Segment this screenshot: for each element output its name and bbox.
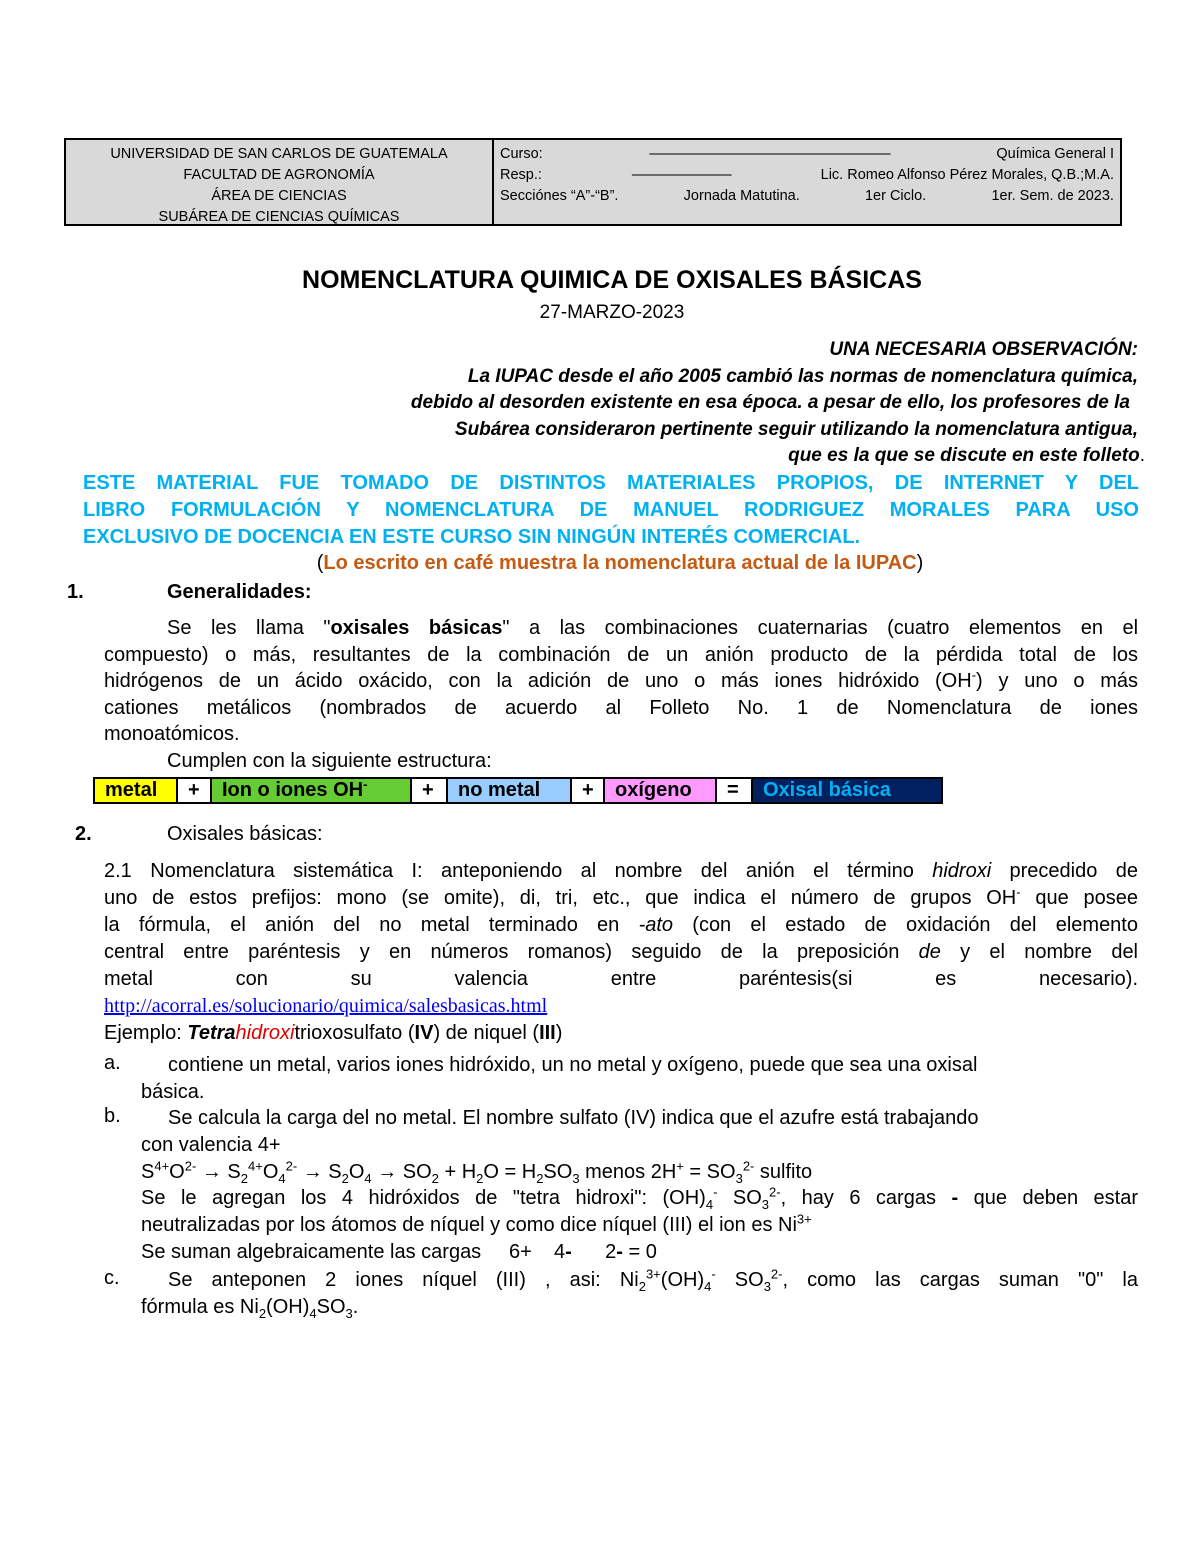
source-link[interactable]: http://acorral.es/solucionario/quimica/salesbasicas.html — [104, 995, 548, 1017]
para-line — [104, 858, 1138, 885]
item-b-letter: b. — [104, 1105, 121, 1127]
course-value: Química General I — [996, 146, 1114, 162]
structure-cell-result — [753, 779, 941, 802]
text-run: = 0 — [622, 1240, 657, 1263]
structure-cell-plus — [572, 779, 605, 802]
cell-label: metal — [105, 779, 158, 801]
para-line — [104, 615, 1138, 642]
bold-numeral: IV — [414, 1022, 434, 1044]
section-2-number: 2. — [75, 823, 92, 845]
section-2-title: Oxisales básicas: — [167, 823, 323, 845]
header-box — [64, 138, 1122, 226]
item-line: Se le agregan los 4 hidróxidos de "tetra hidroxi": $(OH)_4^-$ $SO_3^{2-}$, hay 6 cargas - que deben estar — [141, 1184, 1139, 1213]
semester-value: 1er. Sem. de 2023. — [991, 188, 1114, 204]
text-run: trioxosulfato ( — [294, 1022, 415, 1044]
superscript: 3+ — [796, 1211, 812, 1227]
para-line — [104, 912, 1138, 939]
section-1-number: 1. — [67, 581, 84, 603]
paren-open: ( — [316, 552, 324, 574]
resp-value: Lic. Romeo Alfonso Pérez Morales, Q.B.;M.A. — [820, 167, 1114, 183]
text-run: y el nombre del — [940, 941, 1139, 963]
subarea-name: SUBÁREA DE CIENCIAS QUÍMICAS — [158, 209, 400, 225]
cell-label: oxígeno — [615, 779, 692, 801]
text-run: 2.1 Nomenclatura sistemática I: anteponiendo al nombre del anión el término — [104, 860, 933, 882]
text-run: precedido de — [991, 860, 1139, 882]
bold-prefix: Tetra — [187, 1022, 236, 1044]
item-line — [141, 1212, 1138, 1239]
text-run: , como las cargas suman "0" la — [782, 1269, 1139, 1291]
text-run: (con el estado de oxidación del elemento — [673, 914, 1138, 936]
text-run: uno de estos prefijos: mono (se omite), di, tri, etc., que indica el número de grupos OH — [104, 887, 1017, 909]
text-run: Ejemplo: — [104, 1022, 188, 1044]
bold-numeral: III — [539, 1022, 556, 1044]
item-a-letter: a. — [104, 1052, 121, 1074]
italic-term: hidroxi — [932, 860, 992, 882]
superscript: - — [1016, 884, 1021, 900]
resp-row — [500, 165, 1114, 186]
text-run: Se suman algebraicamente las cargas 6+ 4 — [141, 1240, 566, 1263]
bold-sign: - — [565, 1240, 572, 1263]
italic-term: de — [918, 941, 941, 963]
item-line: fórmula es $Ni_2(OH)_4SO_3$. — [141, 1295, 359, 1321]
example-line — [104, 1020, 1138, 1047]
observation-heading: UNA NECESARIA OBSERVACIÓN: — [829, 339, 1138, 360]
para-line — [104, 939, 1138, 966]
bold-sign: - — [951, 1187, 959, 1210]
bold-sign: - — [616, 1240, 623, 1263]
text-run: " a las combinaciones cuaternarias (cuatro elementos en el — [502, 617, 1139, 639]
paren-close: ) — [916, 552, 924, 574]
text-run: (OH) — [266, 1295, 310, 1318]
text-run: neutralizadas por los átomos de níquel y como dice níquel (III) el ion es Ni — [141, 1214, 797, 1237]
text-run: Se les llama " — [167, 617, 331, 639]
course-label: Curso: — [500, 146, 543, 162]
cycle-value: 1er Ciclo. — [864, 188, 927, 204]
text-run: , hay 6 cargas — [780, 1187, 952, 1210]
text-run: hidrógenos de un ácido oxácido, con la adición de uno o más iones hidróxido (OH — [104, 670, 972, 692]
page-title: NOMENCLATURA QUIMICA DE OXISALES BÁSICAS — [302, 266, 922, 294]
structure-cell-plus — [178, 779, 212, 802]
text-run: SO — [316, 1295, 346, 1318]
italic-term: -ato — [638, 914, 674, 936]
text-run: Se le agregan los 4 hidróxidos de "tetra hidroxi": (OH) — [141, 1187, 706, 1210]
sections-row — [500, 186, 1114, 207]
resp-dashes: –––––––––––––– — [631, 167, 731, 183]
text-run: . — [352, 1295, 359, 1318]
item-b — [141, 1105, 1138, 1266]
para-line: cationes metálicos (nombrados de acuerdo al Folleto No. 1 de Nomenclatura de iones — [104, 696, 1138, 719]
item-line: Se anteponen 2 iones níquel (III) , asi: $Ni_2^{3+}(OH)_4^-$ $SO_3^{2-}$, como las cargas suman "0" la — [168, 1266, 1139, 1294]
cell-label: + — [188, 779, 200, 801]
document-date: 27-MARZO-2023 — [539, 302, 685, 323]
para-line: metal con su valencia entre paréntesis(si es necesario). — [104, 968, 1138, 990]
para-line — [104, 885, 1138, 912]
university-name: UNIVERSIDAD DE SAN CARLOS DE GUATEMALA — [110, 146, 448, 162]
area-name: ÁREA DE CIENCIAS — [211, 188, 347, 204]
iupac-note — [0, 552, 1200, 575]
para-line — [104, 993, 1138, 1020]
text-run: ) — [555, 1022, 563, 1044]
para-line — [104, 668, 1138, 695]
observation-line: Subárea consideraron pertinente seguir utilizando la nomenclatura antigua, — [454, 418, 1138, 440]
header-course-info — [494, 140, 1120, 224]
red-prefix: hidroxi — [235, 1022, 295, 1044]
item-line: Se calcula la carga del no metal. El nombre sulfato (IV) indica que el azufre está trabajando — [168, 1107, 979, 1129]
observation-text: que es la que se discute en este folleto — [788, 445, 1140, 466]
section-1-paragraph — [104, 615, 1138, 774]
para-line: Cumplen con la siguiente estructura: — [167, 749, 492, 772]
notice-line: ESTE MATERIAL FUE TOMADO DE DISTINTOS MATERIALES PROPIOS, DE INTERNET Y DEL — [83, 472, 1139, 494]
course-dashes: –––––––––––––––––––––––––––––––––– — [649, 146, 890, 162]
observation-line: debido al desorden existente en esa época. a pesar de ello, los profesores de la — [410, 392, 1130, 413]
item-c-letter: c. — [104, 1267, 120, 1289]
text-run: central entre paréntesis y en números romanos) seguido de la preposición — [104, 941, 919, 963]
shift-value: Jornada Matutina. — [683, 188, 800, 204]
section-2-paragraph — [104, 858, 1138, 1047]
structure-cell-nonmetal — [448, 779, 572, 802]
text-run: fórmula es Ni — [141, 1295, 259, 1318]
para-line: compuesto) o más, resultantes de la combinación de un anión producto de la pérdida total de los — [104, 643, 1138, 666]
structure-cell-oxygen — [605, 779, 717, 802]
resp-label: Resp.: — [500, 167, 542, 183]
section-1-title: Generalidades: — [167, 581, 312, 603]
header-institution — [66, 140, 494, 224]
observation-line — [411, 443, 1145, 470]
item-line — [141, 1239, 1138, 1266]
text-run: la fórmula, el anión del no metal terminado en — [104, 914, 639, 936]
text-run: ) y uno o más — [976, 670, 1138, 692]
sections-value: Secciónes “A”-“B”. — [500, 188, 619, 204]
observation-period: . — [1139, 445, 1145, 466]
text-run: ) de niquel ( — [433, 1022, 540, 1044]
cell-label: = — [727, 779, 739, 801]
cell-label: + — [422, 779, 434, 801]
text-run: que posee — [1020, 887, 1138, 909]
course-row — [500, 144, 1114, 165]
cell-label: Ion o iones OH — [222, 779, 364, 801]
superscript: - — [363, 776, 368, 792]
structure-cell-hydroxide — [212, 776, 412, 802]
structure-table — [93, 777, 943, 804]
copyright-notice — [83, 470, 1139, 551]
structure-cell-equals — [717, 779, 753, 802]
text-run: 2 — [571, 1240, 617, 1263]
equation-line: $S^{4+}O^{2-} \to S_2^{4+}O_4^{2-} \to S_2O_4 \to SO_2 + H_2O = H_2SO_3$ menos $2H^+ = SO_3^{2-}$ sulfito — [141, 1157, 813, 1186]
faculty-name: FACULTAD DE AGRONOMÍA — [183, 167, 375, 183]
text-run: Se anteponen 2 iones níquel (III) , asi: Ni — [168, 1269, 639, 1291]
superscript: - — [971, 667, 977, 683]
structure-cell-metal — [95, 779, 178, 802]
cell-label: + — [582, 779, 594, 801]
item-line: con valencia 4+ — [141, 1133, 281, 1156]
cell-label: no metal — [458, 779, 541, 801]
cell-label: Oxisal básica — [763, 779, 891, 801]
item-c — [141, 1267, 1138, 1320]
item-line: contiene un metal, varios iones hidróxido, un no metal y oxígeno, puede que sea una oxisal — [168, 1054, 978, 1076]
notice-line: EXCLUSIVO DE DOCENCIA EN ESTE CURSO SIN NINGÚN INTERÉS COMERCIAL. — [83, 526, 861, 548]
text-run: que deben estar — [958, 1187, 1139, 1210]
bold-term: oxisales básicas — [330, 617, 503, 639]
observation-line: La IUPAC desde el año 2005 cambió las normas de nomenclatura química, — [467, 365, 1138, 387]
observation-block — [410, 337, 1145, 470]
iupac-note-text: Lo escrito en café muestra la nomenclatura actual de la IUPAC — [323, 552, 917, 574]
item-line: básica. — [141, 1080, 205, 1103]
notice-line: LIBRO FORMULACIÓN Y NOMENCLATURA DE MANUEL RODRIGUEZ MORALES PARA USO — [83, 499, 1139, 521]
para-line: monoatómicos. — [104, 723, 240, 745]
item-a — [141, 1052, 1138, 1105]
structure-cell-plus — [412, 779, 448, 802]
